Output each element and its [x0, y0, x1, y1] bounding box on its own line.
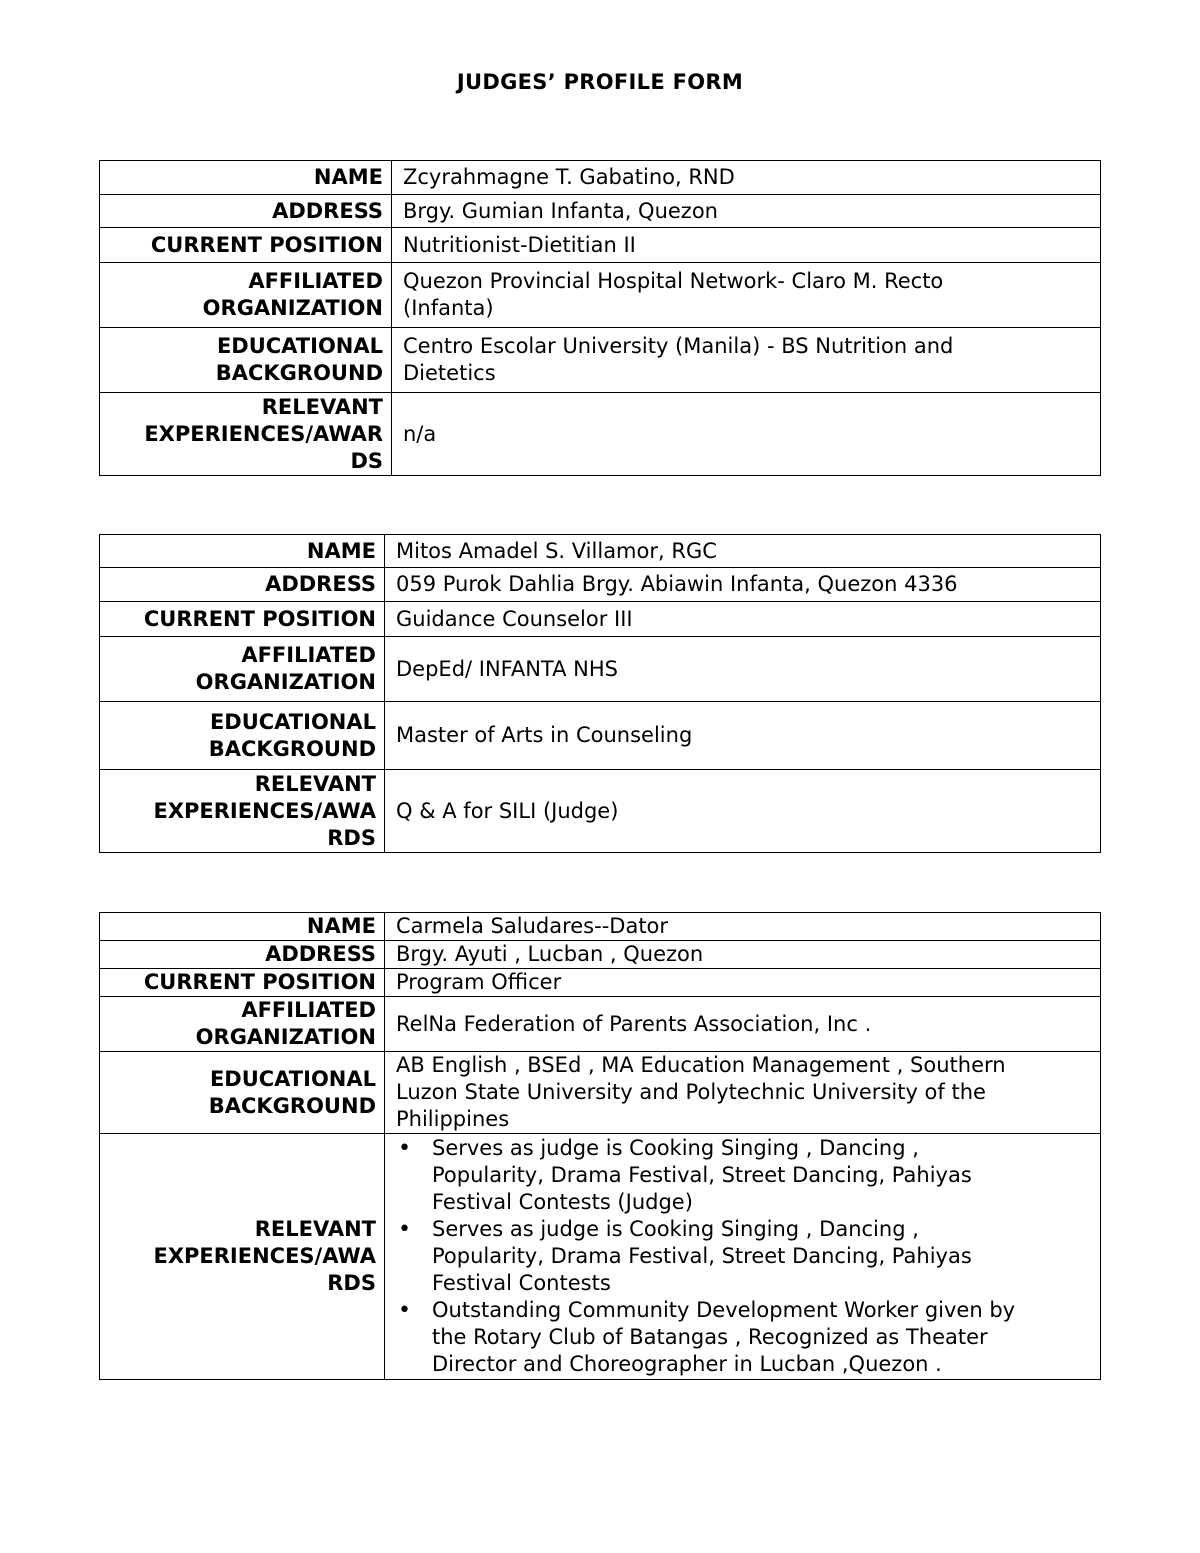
list-item [432, 1135, 1092, 1216]
affiliated-organization-row [100, 637, 1101, 702]
educational-background-row [100, 328, 1101, 393]
label-line: DS [350, 448, 383, 473]
address-label: ADDRESS [100, 568, 385, 602]
label-line: EDUCATIONAL [216, 334, 383, 358]
affiliated-organization-label [100, 263, 392, 328]
label-line: RDS [327, 1271, 376, 1295]
address-label: ADDRESS [100, 195, 392, 228]
educational-background-label [100, 702, 385, 770]
value-line: Philippines [396, 1107, 510, 1131]
address-value: Brgy. Ayuti , Lucban , Quezon [385, 941, 1101, 969]
current-position-label: CURRENT POSITION [100, 228, 392, 263]
value-line: Popularity, Drama Festival, Street Dancing, Pahiyas [432, 1244, 972, 1268]
affiliated-organization-label [100, 997, 385, 1052]
relevant-experiences-value [385, 1134, 1101, 1380]
name-label: NAME [100, 161, 392, 195]
address-row [100, 195, 1101, 228]
address-value: Brgy. Gumian Infanta, Quezon [392, 195, 1101, 228]
label-line: BACKGROUND [215, 361, 383, 385]
label-line: BACKGROUND [208, 1093, 376, 1118]
value-line: • Outstanding Community Development Worker given by [432, 1298, 1016, 1322]
current-position-row [100, 602, 1101, 637]
judge-profile-table-2 [99, 534, 1101, 853]
value-line: • Serves as judge is Cooking Singing , Dancing , [432, 1217, 919, 1241]
educational-background-value [385, 1052, 1101, 1134]
label-line: AFFILIATED [241, 643, 376, 667]
name-value: Carmela Saludares--Dator [385, 913, 1101, 941]
current-position-row [100, 969, 1101, 997]
label-line: AFFILIATED [241, 998, 376, 1022]
label-line: ORGANIZATION [195, 1025, 376, 1049]
label-line: EXPERIENCES/AWA [153, 798, 376, 823]
educational-background-row [100, 1052, 1101, 1134]
label-line: ORGANIZATION [202, 296, 383, 320]
name-label: NAME [100, 913, 385, 941]
current-position-label: CURRENT POSITION [100, 602, 385, 637]
relevant-experiences-row [100, 1134, 1101, 1380]
experiences-list [396, 1135, 1092, 1378]
value-line: Centro Escolar University (Manila) - BS Nutrition and [403, 334, 954, 358]
value-line: Popularity, Drama Festival, Street Dancing, Pahiyas [432, 1163, 972, 1187]
label-line: RDS [327, 825, 376, 850]
label-line: ORGANIZATION [195, 670, 376, 694]
name-value: Mitos Amadel S. Villamor, RGC [385, 535, 1101, 568]
affiliated-organization-row [100, 997, 1101, 1052]
label-line: RELEVANT [254, 1217, 376, 1241]
educational-background-label [100, 328, 392, 393]
address-value: 059 Purok Dahlia Brgy. Abiawin Infanta, Quezon 4336 [385, 568, 1101, 602]
label-line: EDUCATIONAL [209, 1066, 376, 1091]
value-line: • Serves as judge is Cooking Singing , Dancing , [432, 1136, 919, 1160]
name-label: NAME [100, 535, 385, 568]
document-title: JUDGES’ PROFILE FORM [456, 70, 744, 94]
judge-profile-table-1 [99, 160, 1101, 476]
affiliated-organization-value: DepEd/ INFANTA NHS [385, 637, 1101, 702]
current-position-value: Nutritionist-Dietitian II [392, 228, 1101, 263]
relevant-experiences-value: Q & A for SILI (Judge) [385, 770, 1101, 853]
label-line: RELEVANT [254, 771, 376, 796]
label-line: EDUCATIONAL [209, 709, 376, 734]
label-line: AFFILIATED [248, 269, 383, 293]
current-position-label: CURRENT POSITION [100, 969, 385, 997]
affiliated-organization-value [392, 263, 1101, 328]
relevant-experiences-row [100, 770, 1101, 853]
label-line: BACKGROUND [208, 736, 376, 761]
affiliated-organization-label [100, 637, 385, 702]
educational-background-label [100, 1052, 385, 1134]
current-position-value: Program Officer [385, 969, 1101, 997]
educational-background-row [100, 702, 1101, 770]
affiliated-organization-value: RelNa Federation of Parents Association, Inc . [385, 997, 1101, 1052]
educational-background-value: Master of Arts in Counseling [385, 702, 1101, 770]
address-row [100, 568, 1101, 602]
value-line: Festival Contests [432, 1271, 611, 1295]
list-item [432, 1297, 1092, 1378]
value-line: the Rotary Club of Batangas , Recognized as Theater [432, 1325, 988, 1349]
name-row [100, 535, 1101, 568]
relevant-experiences-label [100, 393, 392, 476]
value-line: Quezon Provincial Hospital Network- Claro M. Recto [403, 269, 944, 293]
value-line: Festival Contests (Judge) [432, 1190, 693, 1214]
relevant-experiences-row [100, 393, 1101, 476]
value-line: AB English , BSEd , MA Education Management , Southern [396, 1053, 1006, 1077]
affiliated-organization-row [100, 263, 1101, 328]
judge-profile-table-3 [99, 912, 1101, 1380]
address-label: ADDRESS [100, 941, 385, 969]
list-item [432, 1216, 1092, 1297]
name-row [100, 161, 1101, 195]
relevant-experiences-value: n/a [392, 393, 1101, 476]
current-position-row [100, 228, 1101, 263]
relevant-experiences-label [100, 770, 385, 853]
value-line: Director and Choreographer in Lucban ,Quezon . [432, 1352, 942, 1376]
name-row [100, 913, 1101, 941]
value-line: Dietetics [403, 361, 496, 385]
relevant-experiences-label [100, 1134, 385, 1380]
value-line: Luzon State University and Polytechnic University of the [396, 1080, 986, 1104]
value-line: (Infanta) [403, 296, 494, 320]
name-value: Zcyrahmagne T. Gabatino, RND [392, 161, 1101, 195]
label-line: EXPERIENCES/AWAR [144, 421, 383, 446]
address-row [100, 941, 1101, 969]
educational-background-value [392, 328, 1101, 393]
label-line: RELEVANT [261, 394, 383, 419]
current-position-value: Guidance Counselor III [385, 602, 1101, 637]
label-line: EXPERIENCES/AWA [153, 1244, 376, 1268]
